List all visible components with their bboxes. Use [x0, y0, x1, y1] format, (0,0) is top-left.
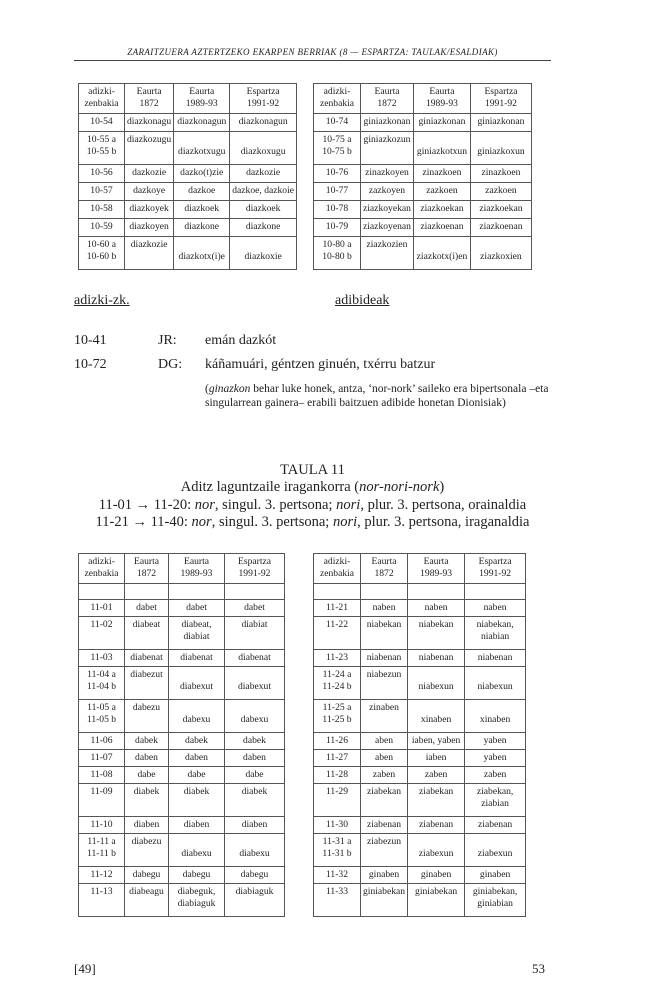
table-cell: yaben — [465, 750, 526, 767]
table-cell: dabe — [225, 767, 285, 784]
table-cell: ziazkoxien — [470, 237, 531, 270]
table-cell: diazkoyen — [125, 219, 174, 237]
table-cell: ziazkoenan — [470, 219, 531, 237]
example-speaker: DG: — [158, 357, 183, 372]
table-row — [314, 650, 526, 667]
table-cell: ziazkotx(i)en — [413, 237, 470, 270]
examples-header-number: adizki-zk. — [74, 293, 130, 308]
table-cell: 11-12 — [79, 867, 125, 884]
running-header: ZARAITZUERA AZTERTZEKO EKARPEN BERRIAK (8 — ESPARTZA: TAULAK/ESALDIAK) — [127, 47, 498, 57]
table-cell: zazkoen — [470, 183, 531, 201]
caption-italic: nor — [191, 514, 212, 530]
table-cell: 11-27 — [314, 750, 361, 767]
table-cell: niabenan — [408, 650, 465, 667]
table-row — [314, 884, 526, 917]
page-number: 53 — [532, 961, 545, 976]
example-note — [205, 382, 550, 410]
table-cell: 11-25 a 11-25 b — [314, 700, 361, 733]
header-row — [79, 554, 285, 584]
header-row — [314, 84, 532, 114]
header-row — [79, 84, 297, 114]
table-cell: 10-80 a 10-80 b — [314, 237, 361, 270]
table-cell: diabexu — [169, 834, 225, 867]
table-cell: ziabexun — [408, 834, 465, 867]
table-row — [314, 617, 526, 650]
table-cell: giniazkotxun — [413, 132, 470, 165]
table-cell: ziazkoenan — [413, 219, 470, 237]
data-table — [78, 83, 297, 270]
table-cell: diabek — [225, 784, 285, 817]
table-cell: zazkoen — [413, 183, 470, 201]
table-cell: ziazkoekan — [470, 201, 531, 219]
caption-text: ) — [439, 479, 445, 495]
table-cell: 10-60 a 10-60 b — [79, 237, 125, 270]
table-cell: niabexun — [465, 667, 526, 700]
example-text: emán dazkót — [205, 333, 277, 348]
table-cell: diabeagu — [125, 884, 169, 917]
table-cell: dabet — [225, 600, 285, 617]
table-cell: zaben — [361, 767, 408, 784]
table-cell: 10-56 — [79, 165, 125, 183]
table-cell: xinaben — [465, 700, 526, 733]
table-cell — [314, 584, 361, 600]
column-header: adizki- zenbakia — [79, 554, 125, 584]
table-cell: 11-26 — [314, 733, 361, 750]
table-cell: ziabenan — [465, 817, 526, 834]
table-row — [314, 667, 526, 700]
table-cell: ziabexun — [465, 834, 526, 867]
table-cell: 10-59 — [79, 219, 125, 237]
example-text: káñamuári, géntzen ginuén, txérru batzur — [205, 357, 436, 372]
table-cell: zaben — [465, 767, 526, 784]
table-cell: diazkonagu — [125, 114, 174, 132]
table-cell: diazkoek — [174, 201, 230, 219]
table-cell: giniazkozun — [361, 132, 414, 165]
table-cell: diabek — [169, 784, 225, 817]
table-cell: dabezu — [125, 700, 169, 733]
table-cell: diazkoxugu — [230, 132, 297, 165]
table-row — [314, 114, 532, 132]
blank-row — [314, 584, 526, 600]
table-cell: giniabekan, giniabian — [465, 884, 526, 917]
table-cell: niabezun — [361, 667, 408, 700]
table-cell: ziabekan — [408, 784, 465, 817]
table-row — [314, 201, 532, 219]
table-cell: giniazkonan — [470, 114, 531, 132]
table-cell: ziazkoyenan — [361, 219, 414, 237]
table-row — [79, 750, 285, 767]
data-table — [78, 553, 285, 917]
table-cell: zinazkoen — [413, 165, 470, 183]
table-cell: niabekan, niabian — [465, 617, 526, 650]
table-cell: 11-23 — [314, 650, 361, 667]
header-row — [314, 554, 526, 584]
table-cell — [465, 584, 526, 600]
table-cell: 11-05 a 11-05 b — [79, 700, 125, 733]
table-cell: 10-58 — [79, 201, 125, 219]
table-row — [79, 237, 297, 270]
table-cell: ziabenan — [361, 817, 408, 834]
table-cell: ziabekan, ziabian — [465, 784, 526, 817]
table-cell: niabenan — [361, 650, 408, 667]
table-cell: dazkoe — [174, 183, 230, 201]
table-cell: dazkoe, dazkoie — [230, 183, 297, 201]
table-cell: 11-24 a 11-24 b — [314, 667, 361, 700]
table-row — [79, 834, 285, 867]
table-cell: dabegu — [169, 867, 225, 884]
table-cell: 11-11 a 11-11 b — [79, 834, 125, 867]
table-cell: dabe — [169, 767, 225, 784]
table-cell: diazkotx(i)e — [174, 237, 230, 270]
table-cell: niabekan — [361, 617, 408, 650]
table-cell: dabek — [225, 733, 285, 750]
column-header: Espartza 1991-92 — [470, 84, 531, 114]
table-row — [79, 700, 285, 733]
table-cell: 10-57 — [79, 183, 125, 201]
table-cell: dabegu — [225, 867, 285, 884]
table-row — [314, 867, 526, 884]
table-cell: diazkoxie — [230, 237, 297, 270]
table-cell: diaben — [225, 817, 285, 834]
table-cell: diazkone — [230, 219, 297, 237]
table-row — [79, 817, 285, 834]
table-cell: ginaben — [465, 867, 526, 884]
table-cell: 11-04 a 11-04 b — [79, 667, 125, 700]
table-cell: ziazkoyekan — [361, 201, 414, 219]
table-cell: diabeguk, diabiaguk — [169, 884, 225, 917]
table-cell: zazkoyen — [361, 183, 414, 201]
table-cell: 11-30 — [314, 817, 361, 834]
table-cell: xinaben — [408, 700, 465, 733]
table-cell: niabexun — [408, 667, 465, 700]
table-cell: giniazkonan — [361, 114, 414, 132]
table-cell: ginaben — [361, 867, 408, 884]
column-header: Eaurta 1989-93 — [408, 554, 465, 584]
column-header: Eaurta 1989-93 — [413, 84, 470, 114]
table-cell: dabe — [125, 767, 169, 784]
table-row — [79, 884, 285, 917]
table-row — [79, 867, 285, 884]
table-row — [314, 600, 526, 617]
table-11-title: TAULA 11 — [280, 462, 345, 478]
table-cell: zaben — [408, 767, 465, 784]
table-cell: diabenat — [169, 650, 225, 667]
table-cell: 11-29 — [314, 784, 361, 817]
table-cell: daben — [125, 750, 169, 767]
column-header: Eaurta 1872 — [361, 84, 414, 114]
table-cell: 10-77 — [314, 183, 361, 201]
table-cell — [125, 584, 169, 600]
table-cell: diazkoek — [230, 201, 297, 219]
table-cell: 10-79 — [314, 219, 361, 237]
table-cell: 10-78 — [314, 201, 361, 219]
table-cell — [225, 584, 285, 600]
column-header: Eaurta 1872 — [125, 84, 174, 114]
table-row — [79, 650, 285, 667]
caption-text: 11-01 → 11-20: — [98, 497, 195, 513]
table-cell: dazko(t)zie — [174, 165, 230, 183]
table-cell: daben — [225, 750, 285, 767]
caption-text: , plur. 3. pertsona, orainaldia — [360, 497, 527, 513]
table-row — [79, 600, 285, 617]
table-11-subtitle — [74, 479, 551, 496]
table-cell: ziabenan — [408, 817, 465, 834]
table-cell: 11-09 — [79, 784, 125, 817]
table-cell: giniabekan — [361, 884, 408, 917]
table-row — [314, 132, 532, 165]
table-cell: diazkozugu — [125, 132, 174, 165]
table-cell: diazkotxugu — [174, 132, 230, 165]
table-cell: naben — [408, 600, 465, 617]
table-cell: diaben — [125, 817, 169, 834]
table-cell: 11-33 — [314, 884, 361, 917]
table-cell: ziazkozien — [361, 237, 414, 270]
table-11-line-2 — [74, 497, 551, 514]
table-cell: diabek — [125, 784, 169, 817]
table-row — [79, 767, 285, 784]
table-row — [314, 817, 526, 834]
table-cell: diabexut — [225, 667, 285, 700]
table-cell — [169, 584, 225, 600]
table-cell: diabeat, diabiat — [169, 617, 225, 650]
table-cell: dazkoye — [125, 183, 174, 201]
table-cell: diabexu — [225, 834, 285, 867]
table-cell: 10-74 — [314, 114, 361, 132]
table-cell: diazkoyek — [125, 201, 174, 219]
table-cell: dabet — [125, 600, 169, 617]
table-row — [79, 183, 297, 201]
table-cell: 11-07 — [79, 750, 125, 767]
table-cell: iaben, yaben — [408, 733, 465, 750]
table-cell: diazkonagun — [230, 114, 297, 132]
table-cell: ziabezun — [361, 834, 408, 867]
table-cell: diazkonagun — [174, 114, 230, 132]
table-cell: diabeat — [125, 617, 169, 650]
note-paren: ( — [205, 383, 209, 395]
example-speaker: JR: — [158, 333, 177, 348]
column-header: Espartza 1991-92 — [230, 84, 297, 114]
table-row — [79, 165, 297, 183]
table-cell: 11-08 — [79, 767, 125, 784]
table-cell: iaben — [408, 750, 465, 767]
table-cell: zinazkoen — [470, 165, 531, 183]
caption-italic: nori — [336, 497, 361, 513]
table-cell: 11-02 — [79, 617, 125, 650]
table-cell: giniabekan — [408, 884, 465, 917]
table-cell: yaben — [465, 733, 526, 750]
table-cell: 11-06 — [79, 733, 125, 750]
caption-italic: nor — [194, 497, 215, 513]
table-row — [79, 667, 285, 700]
table-row — [314, 700, 526, 733]
column-header: adizki- zenbakia — [314, 554, 361, 584]
column-header: adizki- zenbakia — [79, 84, 125, 114]
table-cell: zinazkoyen — [361, 165, 414, 183]
column-header: Eaurta 1872 — [125, 554, 169, 584]
column-header: Eaurta 1989-93 — [169, 554, 225, 584]
table-row — [79, 132, 297, 165]
examples-header-examples: adibideak — [335, 293, 390, 308]
table-cell: naben — [361, 600, 408, 617]
column-header: Espartza 1991-92 — [225, 554, 285, 584]
table-cell: diabenat — [225, 650, 285, 667]
table-cell: 11-10 — [79, 817, 125, 834]
table-row — [79, 617, 285, 650]
table-cell: diabexut — [169, 667, 225, 700]
footer-section-number: [49] — [74, 961, 96, 976]
table-cell: giniazkonan — [413, 114, 470, 132]
table-row — [79, 784, 285, 817]
table-row — [314, 834, 526, 867]
table-cell: 11-01 — [79, 600, 125, 617]
blank-row — [79, 584, 285, 600]
column-header: Espartza 1991-92 — [465, 554, 526, 584]
table-row — [314, 237, 532, 270]
table-cell: 11-31 a 11-31 b — [314, 834, 361, 867]
table-cell: diabezu — [125, 834, 169, 867]
table-row — [314, 750, 526, 767]
table-row — [314, 219, 532, 237]
table-cell: diazkozie — [125, 237, 174, 270]
table-cell — [408, 584, 465, 600]
table-cell: zinaben — [361, 700, 408, 733]
table-cell: dabexu — [225, 700, 285, 733]
caption-text: , singul. 3. pertsona; — [214, 497, 337, 513]
caption-text: , singul. 3. pertsona; — [211, 514, 333, 530]
caption-italic: nor-nori-nork — [359, 479, 440, 495]
note-italic-word: ginazkon — [208, 383, 251, 395]
table-row — [314, 165, 532, 183]
data-table — [313, 83, 532, 270]
table-cell: 11-13 — [79, 884, 125, 917]
caption-text: 11-21 → 11-40: — [95, 514, 192, 530]
table-cell: 10-54 — [79, 114, 125, 132]
table-cell: diabenat — [125, 650, 169, 667]
column-header: Eaurta 1989-93 — [174, 84, 230, 114]
table-cell — [361, 584, 408, 600]
table-row — [79, 219, 297, 237]
table-cell: 11-28 — [314, 767, 361, 784]
table-cell: dabet — [169, 600, 225, 617]
table-cell: 10-76 — [314, 165, 361, 183]
table-row — [314, 767, 526, 784]
table-row — [314, 733, 526, 750]
header-rule — [74, 60, 551, 61]
column-header: Eaurta 1872 — [361, 554, 408, 584]
note-text: behar luke honek, antza, ‘nor-nork’ saileko era bipertsonala –eta singularrean gainera– erabili baitzuen adibide honetan Dionisiak) — [205, 383, 549, 409]
table-cell: giniazkoxun — [470, 132, 531, 165]
caption-italic: nori — [332, 514, 358, 530]
column-header: adizki- zenbakia — [314, 84, 361, 114]
table-row — [79, 733, 285, 750]
caption-text: , plur. 3. pertsona, iraganaldia — [357, 514, 530, 530]
table-cell: daben — [169, 750, 225, 767]
example-number: 10-72 — [74, 357, 107, 372]
table-row — [79, 201, 297, 219]
table-cell: niabenan — [465, 650, 526, 667]
table-cell: aben — [361, 750, 408, 767]
table-cell: naben — [465, 600, 526, 617]
table-cell: ziazkoekan — [413, 201, 470, 219]
table-cell: 11-32 — [314, 867, 361, 884]
table-cell: 11-22 — [314, 617, 361, 650]
table-cell: dabek — [125, 733, 169, 750]
table-cell: dazkozie — [230, 165, 297, 183]
data-table — [313, 553, 526, 917]
caption-text: Aditz laguntzaile iragankorra ( — [180, 479, 360, 495]
table-cell: diaben — [169, 817, 225, 834]
table-11-line-3 — [74, 514, 551, 531]
table-row — [314, 784, 526, 817]
table-row — [314, 183, 532, 201]
table-cell: diabiaguk — [225, 884, 285, 917]
table-cell: dabexu — [169, 700, 225, 733]
table-cell: diabezut — [125, 667, 169, 700]
table-row — [79, 114, 297, 132]
table-cell — [79, 584, 125, 600]
table-cell: diabiat — [225, 617, 285, 650]
table-cell: 10-75 a 10-75 b — [314, 132, 361, 165]
table-cell: diazkone — [174, 219, 230, 237]
table-cell: dazkozie — [125, 165, 174, 183]
table-cell: ginaben — [408, 867, 465, 884]
table-cell: 11-03 — [79, 650, 125, 667]
table-cell: niabekan — [408, 617, 465, 650]
table-cell: aben — [361, 733, 408, 750]
table-cell: dabegu — [125, 867, 169, 884]
table-cell: ziabekan — [361, 784, 408, 817]
example-number: 10-41 — [74, 333, 107, 348]
table-cell: 10-55 a 10-55 b — [79, 132, 125, 165]
table-cell: 11-21 — [314, 600, 361, 617]
table-cell: dabek — [169, 733, 225, 750]
